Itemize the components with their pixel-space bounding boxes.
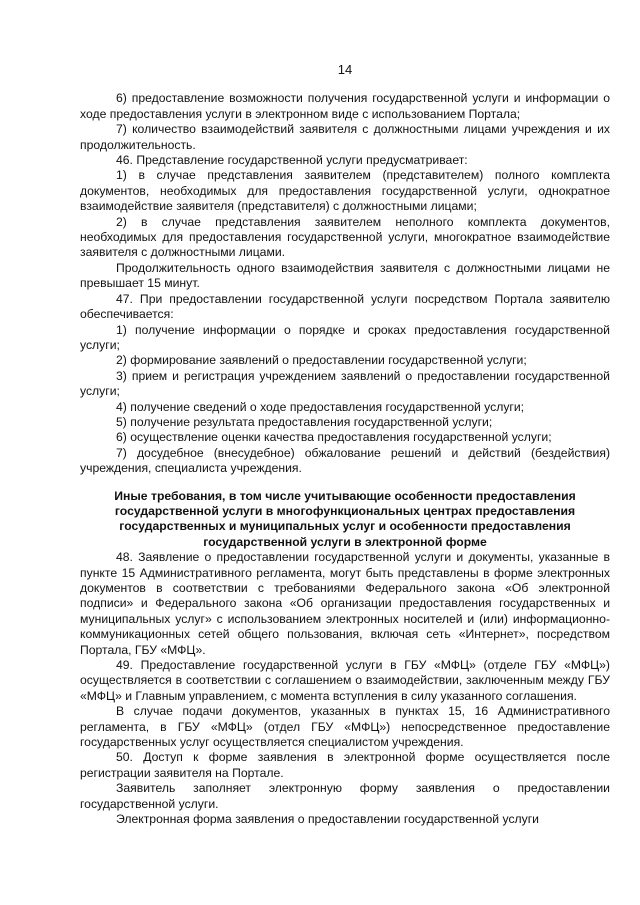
- paragraph: 1) в случае представления заявителем (представителем) полного комплекта документов, необходимых для предоставления государственной услуги, однократное взаимодействие заявителя (представителя) с должностными лицами;: [80, 168, 610, 214]
- paragraph: 2) формирование заявлений о предоставлении государственной услуги;: [116, 353, 527, 368]
- paragraph: Продолжительность одного взаимодействия заявителя с должностными лицами не превышает 15 минут.: [80, 260, 610, 291]
- paragraph: 2) в случае представления заявителем неполного комплекта документов, необходимых для предоставления государственной услуги, многократное взаимодействие заявителя с должностными лицами.: [80, 214, 610, 260]
- body-after-section: [80, 550, 610, 827]
- paragraph: 50. Доступ к форме заявления в электронной форме осуществляется после регистрации заявителя на Портале.: [80, 750, 610, 780]
- paragraph: 7) количество взаимодействий заявителя с должностными лицами учреждения и их продолжительность.: [80, 122, 610, 152]
- paragraph: 3) прием и регистрация учреждением заявлений о предоставлении государственной услуги;: [80, 368, 610, 399]
- paragraph: 46. Представление государственной услуги предусматривает:: [116, 153, 468, 168]
- paragraph: 48. Заявление о предоставлении государственной услуги и документы, указанные в пункте 15 Административного регламента, могут быть представлены в форме электронных документов в соответствии с требованиями Федерального закона «Об электронной подписи» и Федерального закона «Об организации предоставления государственных и муниципальных услуг» с использованием электронных носителей и (или) информационно-коммуникационных сетей общего пользования, включая сеть «Интернет», посредством Портала, ГБУ «МФЦ».: [80, 550, 610, 657]
- paragraph: 47. При предоставлении государственной услуги посредством Портала заявителю обеспечивается:: [80, 291, 610, 322]
- section-title: Иные требования, в том числе учитывающие особенности предоставления государственной услуги в многофункциональных центрах предоставления государственных и муниципальных услуг и особенности предоставления государственной услуги в электронной форме: [114, 488, 576, 549]
- body-before-section: [80, 91, 610, 476]
- paragraph: 7) досудебное (внесудебное) обжалование решений и действий (бездействия) учреждения, специалиста учреждения.: [80, 445, 610, 476]
- paragraph: 5) получение результата предоставления государственной услуги;: [116, 414, 493, 429]
- paragraph: В случае подачи документов, указанных в пунктах 15, 16 Административного регламента, в ГБУ «МФЦ» (отдел ГБУ «МФЦ») непосредственное предоставление государственных услуг осуществляется специалистом учреждения.: [80, 704, 610, 750]
- paragraph: 1) получение информации о порядке и сроках предоставления государственной услуги;: [80, 322, 610, 352]
- paragraph: 6) осуществление оценки качества предоставления государственной услуги;: [116, 430, 552, 445]
- paragraph: Электронная форма заявления о предоставлении государственной услуги: [116, 812, 539, 827]
- paragraph: 49. Предоставление государственной услуги в ГБУ «МФЦ» (отделе ГБУ «МФЦ») осуществляется в соответствии с соглашением о взаимодействии, заключенным между ГБУ «МФЦ» и Главным управлением, с момента вступления в силу указанного соглашения.: [80, 658, 610, 703]
- paragraph: 6) предоставление возможности получения государственной услуги и информации о ходе предоставления услуги в электронном виде с использованием Портала;: [80, 91, 610, 121]
- page-number: 14: [337, 62, 353, 77]
- paragraph: Заявитель заполняет электронную форму заявления о предоставлении государственной услуги.: [80, 781, 610, 811]
- paragraph: 4) получение сведений о ходе предоставления государственной услуги;: [116, 399, 525, 414]
